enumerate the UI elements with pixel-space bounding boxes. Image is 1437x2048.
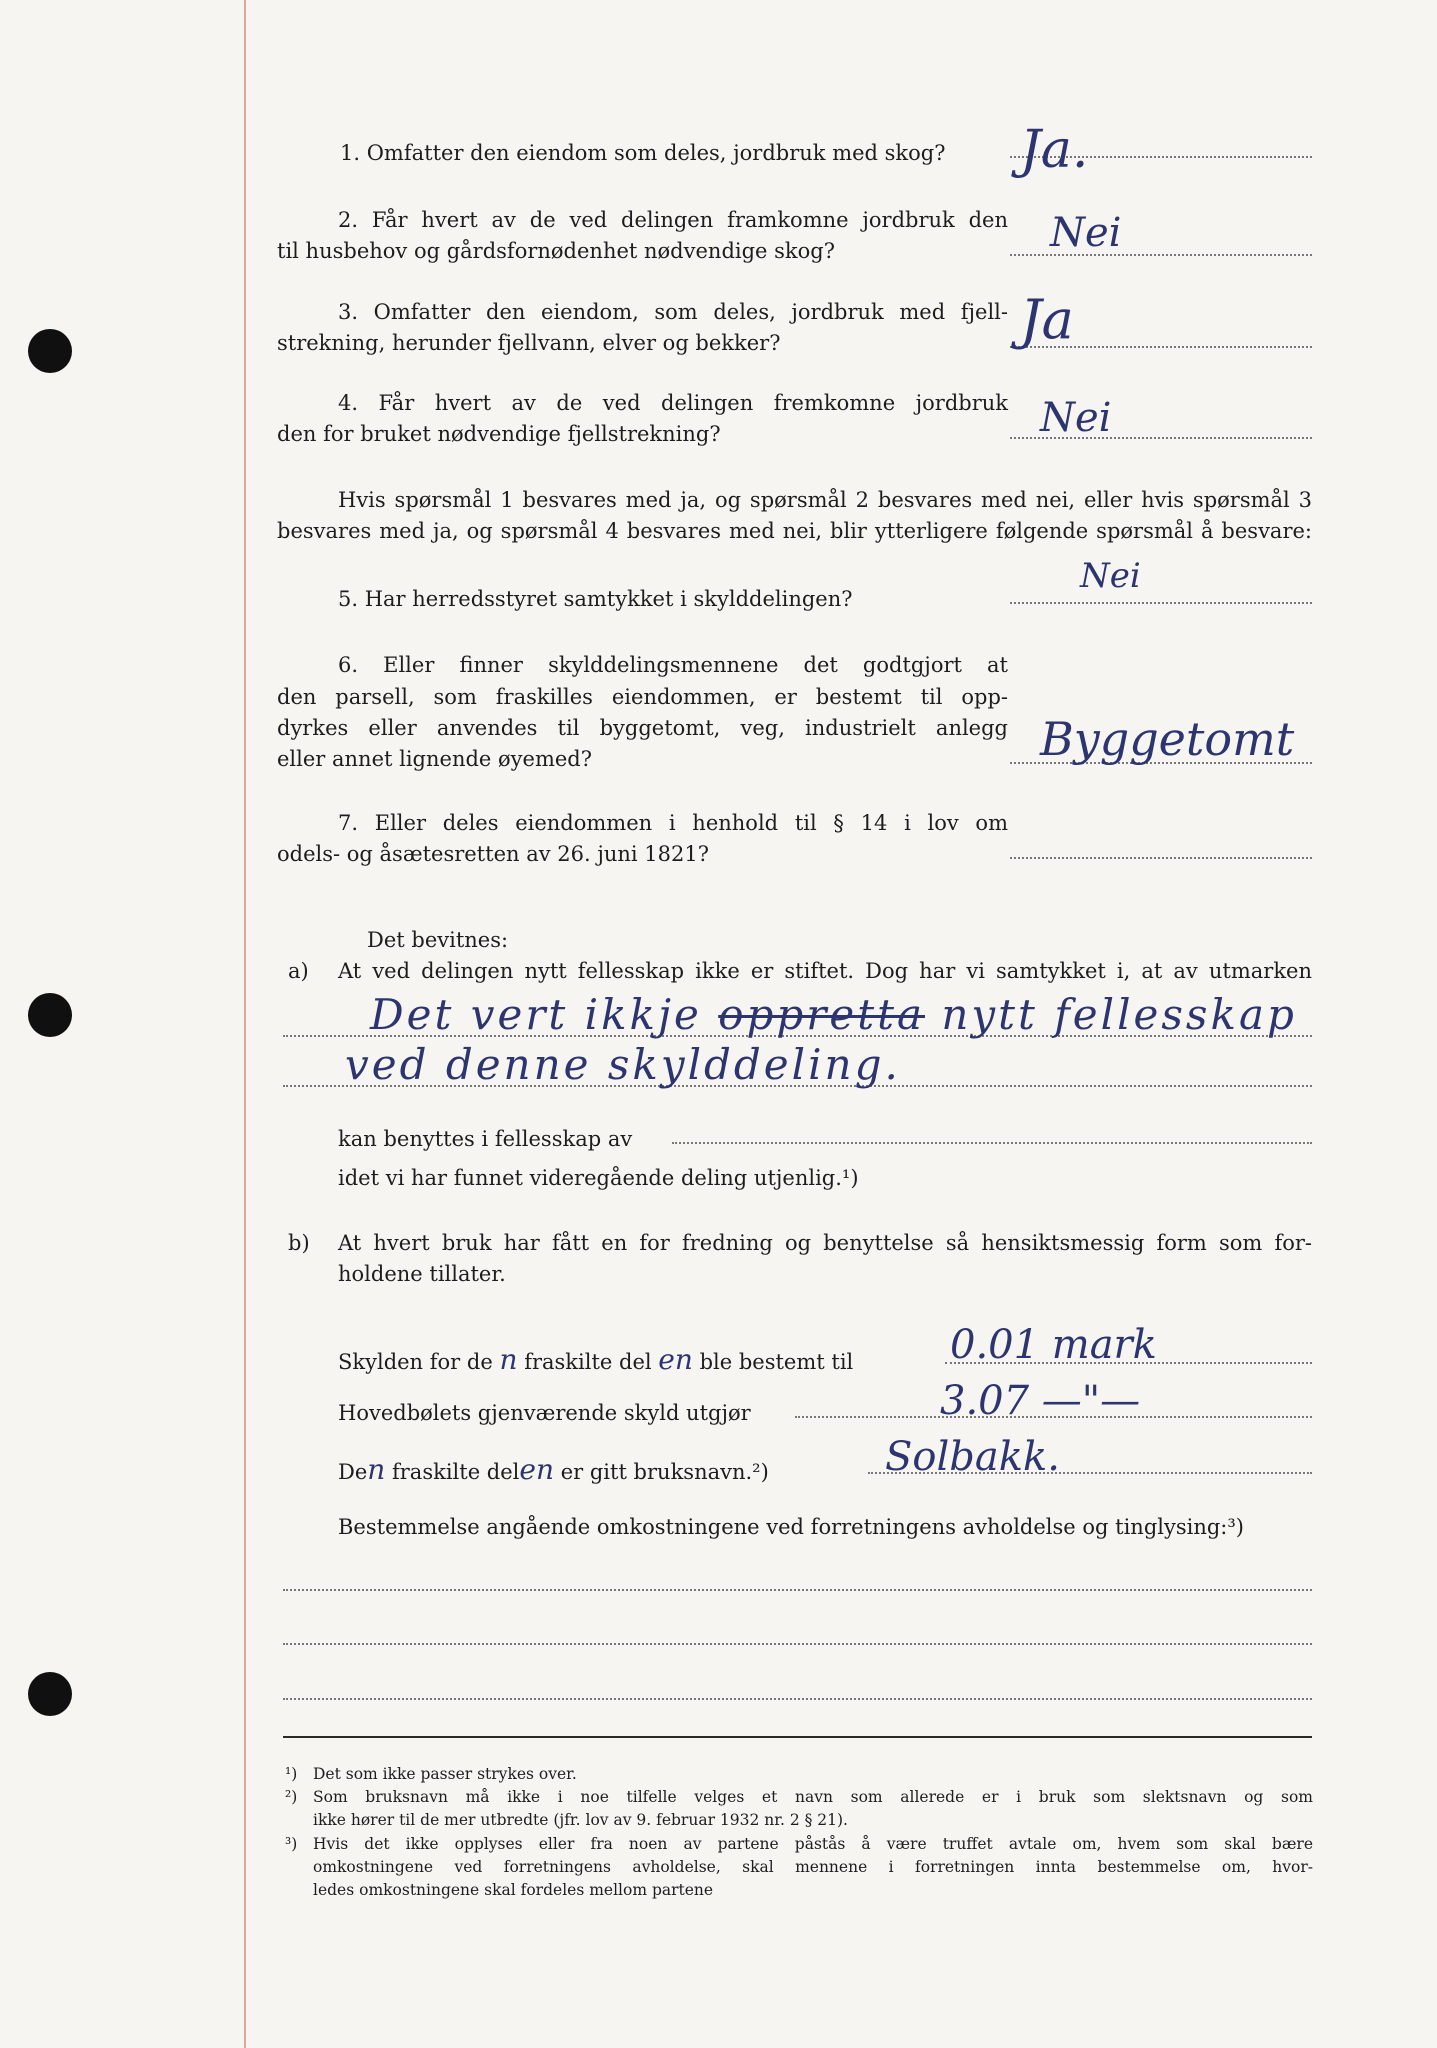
footnote-3-line-1: Hvis det ikke opplyses eller fra noen av partene påstås å være truffet avtale om, hvem som skal bære (313, 1835, 1313, 1853)
question-3-line-1: 3. Omfatter den eiendom, som deles, jordbruk med fjell- (338, 300, 1008, 324)
attest-a-label: a) (288, 959, 309, 983)
skyld-line-3-b: fraskilte del (392, 1460, 520, 1484)
skyld-line-3-hw-suffix-2: en (519, 1453, 555, 1486)
question-7-line-1: 7. Eller deles eiendommen i henhold til § 14 i lov om (338, 811, 1008, 835)
skyld-line-3-hw-suffix-1: n (367, 1453, 386, 1486)
footnote-separator (283, 1736, 1312, 1738)
costs-line-2 (283, 1643, 1312, 1645)
footnote-3-marker: ³) (285, 1835, 298, 1853)
answer-6-handwritten: Byggetomt (1040, 712, 1295, 766)
footnote-1-marker: ¹) (285, 1765, 298, 1783)
footnote-1-text: Det som ikke passer strykes over. (313, 1765, 577, 1783)
answer-4-handwritten: Nei (1040, 395, 1112, 441)
question-1: 1. Omfatter den eiendom som deles, jordbruk med skog? (340, 141, 946, 165)
skyld-line-1 (338, 1344, 853, 1378)
handwritten-line-1-part-b: nytt fellesskap (941, 990, 1297, 1039)
attest-b-line-1: At hvert bruk har fått en for fredning og benyttelse så hensiktsmessig form som for- (338, 1231, 1312, 1255)
handwritten-line-1-part-a: Det vert ikkje (370, 990, 702, 1039)
question-6-line-3: dyrkes eller anvendes til byggetomt, veg, industrielt anlegg (277, 716, 1008, 740)
skyld-line-3-c: er gitt bruksnavn.²) (560, 1460, 769, 1484)
question-6-line-4: eller annet lignende øyemed? (277, 747, 592, 771)
remaining-skyld-handwritten: 3.07 —"— (940, 1378, 1141, 1424)
answer-3-handwritten: Ja (1020, 288, 1074, 351)
skyld-line-3 (338, 1454, 769, 1488)
answer-line-5 (1010, 602, 1312, 604)
question-6-line-1: 6. Eller finner skylddelingsmennene det godtgjort at (338, 653, 1008, 677)
handwritten-line-1 (370, 990, 1297, 1039)
shared-use-label: kan benyttes i fellesskap av (338, 1127, 633, 1151)
handwritten-struck-word: oppretta (718, 990, 926, 1039)
costs-line-3 (283, 1698, 1312, 1700)
skyld-line-1-c: ble bestemt til (699, 1350, 854, 1374)
footnote-3-line-2: omkostningene ved forretningens avholdelse, skal mennene i forretningen innta bestemmelse om, hvor- (313, 1858, 1313, 1876)
footnote-2-line-1: Som bruksnavn må ikke i noe tilfelle velges et navn som allerede er i bruk som slektsnavn og som (313, 1788, 1313, 1806)
costs-label: Bestemmelse angående omkostningene ved forretningens avholdelse og tinglysing:³) (338, 1515, 1244, 1539)
question-7-line-2: odels- og åsætesretten av 26. juni 1821? (277, 842, 709, 866)
question-3-line-2: strekning, herunder fjellvann, elver og bekker? (277, 331, 781, 355)
not-useful-text: idet vi har funnet videregående deling utjenlig.¹) (338, 1166, 859, 1190)
answer-1-handwritten: Ja. (1020, 120, 1089, 180)
punch-hole-bottom (28, 1672, 72, 1716)
punch-hole-top (28, 329, 72, 373)
answer-line-7 (1010, 857, 1312, 859)
question-2-line-2: til husbehov og gårdsfornødenhet nødvendige skog? (277, 239, 835, 263)
footnote-2-line-2: ikke hører til de mer utbredte (jfr. lov av 9. februar 1932 nr. 2 § 21). (313, 1811, 848, 1829)
skyld-line-2: Hovedbølets gjenværende skyld utgjør (338, 1401, 751, 1425)
skyld-line-3-a: De (338, 1460, 368, 1484)
instruction-line-1: Hvis spørsmål 1 besvares med ja, og spørsmål 2 besvares med nei, eller hvis spørsmål 3 (338, 488, 1312, 512)
skyld-line-1-a: Skylden for de (338, 1350, 493, 1374)
answer-2-handwritten: Nei (1050, 210, 1122, 256)
skyld-line-1-hw-suffix-1: n (499, 1343, 518, 1376)
skyld-line-1-hw-suffix-2: en (658, 1343, 693, 1376)
question-2-line-1: 2. Får hvert av de ved delingen framkomne jordbruk den (338, 208, 1008, 232)
question-4-line-1: 4. Får hvert av de ved delingen fremkomne jordbruk (338, 391, 1008, 415)
question-4-line-2: den for bruket nødvendige fjellstrekning? (277, 422, 721, 446)
answer-5-handwritten: Nei (1080, 556, 1141, 596)
margin-rule (244, 0, 246, 2048)
costs-line-1 (283, 1589, 1312, 1591)
skyld-value-handwritten: 0.01 mark (950, 1322, 1157, 1368)
instruction-line-2: besvares med ja, og spørsmål 4 besvares med nei, blir ytterligere følgende spørsmål å besvare: (277, 519, 1312, 543)
attest-a-text: At ved delingen nytt fellesskap ikke er stiftet. Dog har vi samtykket i, at av utmarken (338, 959, 1312, 983)
footnote-3-line-3: ledes omkostningene skal fordeles mellom partene (313, 1881, 714, 1899)
shared-use-line (672, 1142, 1312, 1144)
punch-hole-middle (28, 993, 72, 1037)
skyld-line-1-b: fraskilte del (524, 1350, 652, 1374)
footnote-2-marker: ²) (285, 1788, 298, 1806)
question-6-line-2: den parsell, som fraskilles eiendommen, er bestemt til opp- (277, 685, 1008, 709)
attest-heading: Det bevitnes: (367, 928, 509, 952)
attest-b-line-2: holdene tillater. (338, 1262, 506, 1286)
question-5: 5. Har herredsstyret samtykket i skylddelingen? (338, 587, 853, 611)
handwritten-line-2: ved denne skylddeling. (345, 1040, 901, 1089)
attest-b-label: b) (288, 1231, 310, 1255)
bruksnavn-handwritten: Solbakk. (885, 1434, 1060, 1480)
